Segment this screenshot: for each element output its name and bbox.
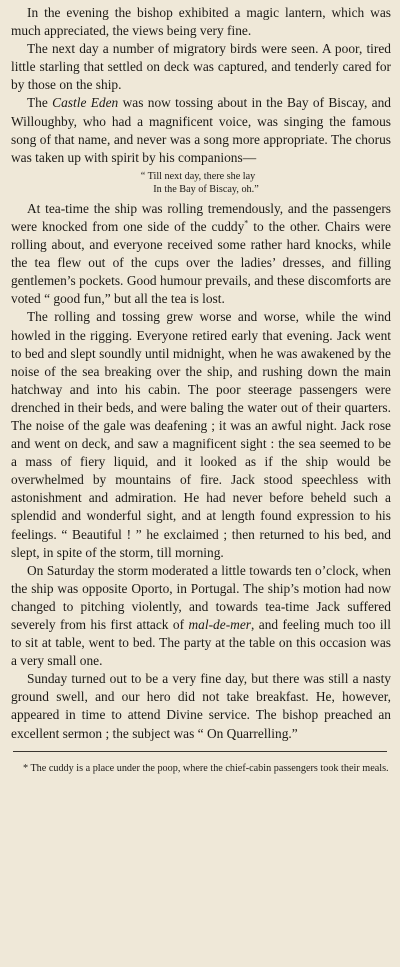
ship-name: Castle Eden: [52, 95, 119, 111]
verse-line-1: “ Till next day, there she lay: [140, 170, 256, 182]
paragraph-tea-time: [11, 200, 391, 309]
footnote-divider: [13, 751, 387, 752]
paragraph-magic-lantern: In the evening the bishop exhibited a magic lantern, which was much appreciated, the views being very fine.: [11, 5, 391, 39]
paragraph-sunday: Sunday turned out to be a very fine day, but there was still a nasty ground swell, and our hero did not take breakfast. He, however, appeared in time to attend Divine service. The bishop preached an excellent sermon ; the subject was “ On Quarrelling.”: [11, 671, 391, 741]
tea-time-text-1: At tea-time the ship was rolling tremendously, and the passengers were knocked from one side of the cuddy: [11, 200, 391, 234]
tea-time-text-2: to the other. Chairs were rolling about, and everyone received some rather hard knocks, while the tea flew out of the cups over the ladies’ dresses, and filling gentlemen’s pockets. Good humour prevails, and these discomforts are voted “ good fun,” but all the tea is lost.: [11, 218, 391, 307]
paragraph-migratory-birds: The next day a number of migratory birds were seen. A poor, tired little starling that settled on deck was captured, and tenderly cared for by those on the ship.: [11, 41, 391, 93]
mal-de-mer-term: mal-de-mer: [188, 617, 251, 632]
footnote-cuddy: * The cuddy is a place under the poop, where the chief-cabin passengers took their meals.: [23, 762, 389, 774]
saturday-text-2: , and feeling much too ill to sit at table, went to bed. The party at the table on this occasion was a very small one.: [11, 617, 391, 669]
saturday-text-1: On Saturday the storm moderated a little towards ten o’clock, when the ship was opposite Oporto, in Portugal. The ship’s motion had now changed to pitching violently, and towards tea-time Jack suffered severely from his first attack of: [11, 562, 391, 632]
footnote-marker: *: [244, 218, 249, 228]
verse-line-2: In the Bay of Biscay, oh.”: [153, 183, 259, 195]
ship-prefix: The: [27, 95, 48, 111]
paragraph-saturday: [11, 562, 391, 671]
song-verse: [11, 170, 391, 196]
bay-text: was now tossing about in the Bay of Biscay, and Willoughby, who had a magnificent voice, was singing the famous song of that name, and never was a song more appropriate. The chorus was taken up with spirit by his companions—: [11, 95, 391, 165]
paragraph-bay-of-biscay: [11, 94, 391, 166]
paragraph-storm: The rolling and tossing grew worse and worse, while the wind howled in the rigging. Everyone retired early that evening. Jack went to bed and slept soundly until midnight, when he was awakened by the noise of the sea breaking over the ship, and rushing down the main hatchway and into his cabin. The poor steerage passengers were drenched in their beds, and were baling the water out of their quarters. The noise of the gale was deafening ; it was an awful night. Jack rose and went on deck, and saw a magnificent sight : the sea seemed to be a mass of fiery liquid, and it looked as if the ship would be overwhelmed by mountains of fire. Jack stood speechless with astonishment and admiration. He had never before beheld such a splendid and wonderful sight, and at length found expression to his feelings. “ Beautiful ! ” he exclaimed ; then returned to his bed, and slept, in spite of the storm, till morning.: [11, 309, 391, 560]
